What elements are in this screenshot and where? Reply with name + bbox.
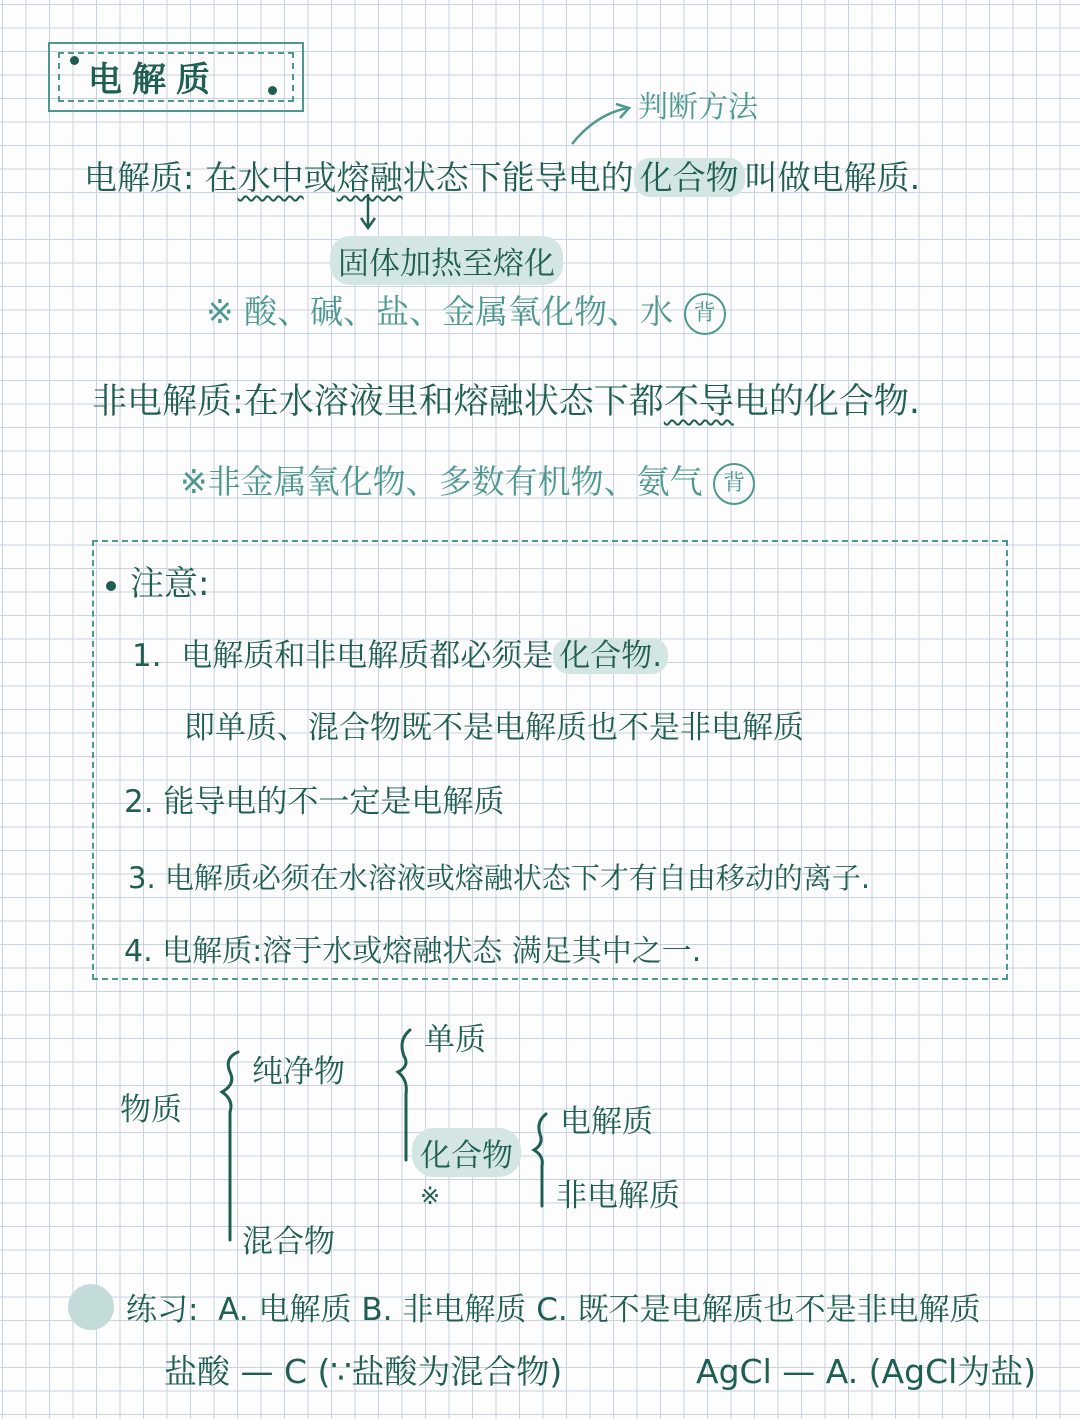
definition-part3: 状态下能导电的 [402, 158, 634, 197]
memorize-circle-mark-2: 背 [713, 463, 755, 505]
tree-compound: 化合物 [412, 1128, 521, 1177]
tree-pure-substance: 纯净物 [252, 1054, 345, 1090]
note-item-1-text: 电解质和非电解质都必须是 [181, 638, 554, 674]
note-item-2: 2. 能导电的不一定是电解质 [124, 784, 505, 820]
tree-matter: 物质 [120, 1092, 182, 1128]
note-item-1-number: 1. [132, 638, 162, 674]
practice-label: 练习: [126, 1292, 199, 1328]
practice-answer-1: 盐酸 — C (∵盐酸为混合物) [164, 1352, 563, 1391]
judgment-method-note: 判断方法 [638, 90, 758, 125]
practice-answer-2: AgCl — A. (AgCl为盐) [696, 1352, 1037, 1391]
practice-options: A. 电解质 B. 非电解质 C. 既不是电解质也不是非电解质 [218, 1292, 981, 1328]
definition-part4: 叫做电解质. [744, 158, 921, 197]
tree-element: 单质 [424, 1022, 486, 1058]
definition-compound-highlight: 化合物 [634, 158, 745, 197]
practice-dot-icon [68, 1284, 114, 1330]
tree-electrolyte: 电解质 [560, 1104, 653, 1140]
tree-non-electrolyte: 非电解质 [556, 1178, 680, 1214]
bracket-matter [222, 1052, 238, 1240]
non-definition-label: 非电解质: [92, 382, 244, 422]
tree-star-mark: ※ [420, 1182, 441, 1210]
electrolyte-examples-text: ※ 酸、碱、盐、金属氧化物、水 [206, 292, 674, 331]
memorize-circle-mark: 背 [684, 293, 726, 335]
notes-title-text: 注意: [130, 564, 210, 604]
note-item-1-highlight: 化合物. [553, 638, 668, 674]
non-electrolyte-examples-text: ※非金属氧化物、多数有机物、氨气 [180, 462, 703, 501]
tree-mixture: 混合物 [242, 1224, 335, 1260]
definition-label: 电解质: [84, 158, 195, 197]
melting-note: 固体加热至熔化 [330, 236, 563, 285]
bracket-compound [534, 1114, 546, 1206]
bracket-pure [398, 1030, 410, 1160]
definition-part2: 或 [303, 158, 337, 197]
note-item-3: 3. 电解质必须在水溶液或熔融状态下才有自由移动的离子. [128, 861, 871, 895]
non-definition-part1: 在水溶液里和熔融状态下都 [243, 382, 664, 422]
non-definition-emphasis: 不导 [663, 382, 734, 422]
non-definition-part2: 电的化合物. [733, 382, 920, 422]
page-title: 电解质 [88, 60, 220, 100]
practice-line [126, 1284, 981, 1329]
definition-part1: 在 [204, 158, 238, 197]
note-item-1-continued: 即单质、混合物既不是电解质也不是非电解质 [184, 710, 804, 746]
definition-molten: 熔融 [336, 158, 403, 197]
note-item-4: 4. 电解质:溶于水或熔融状态 满足其中之一. [124, 934, 702, 969]
definition-water: 水中 [237, 158, 304, 197]
